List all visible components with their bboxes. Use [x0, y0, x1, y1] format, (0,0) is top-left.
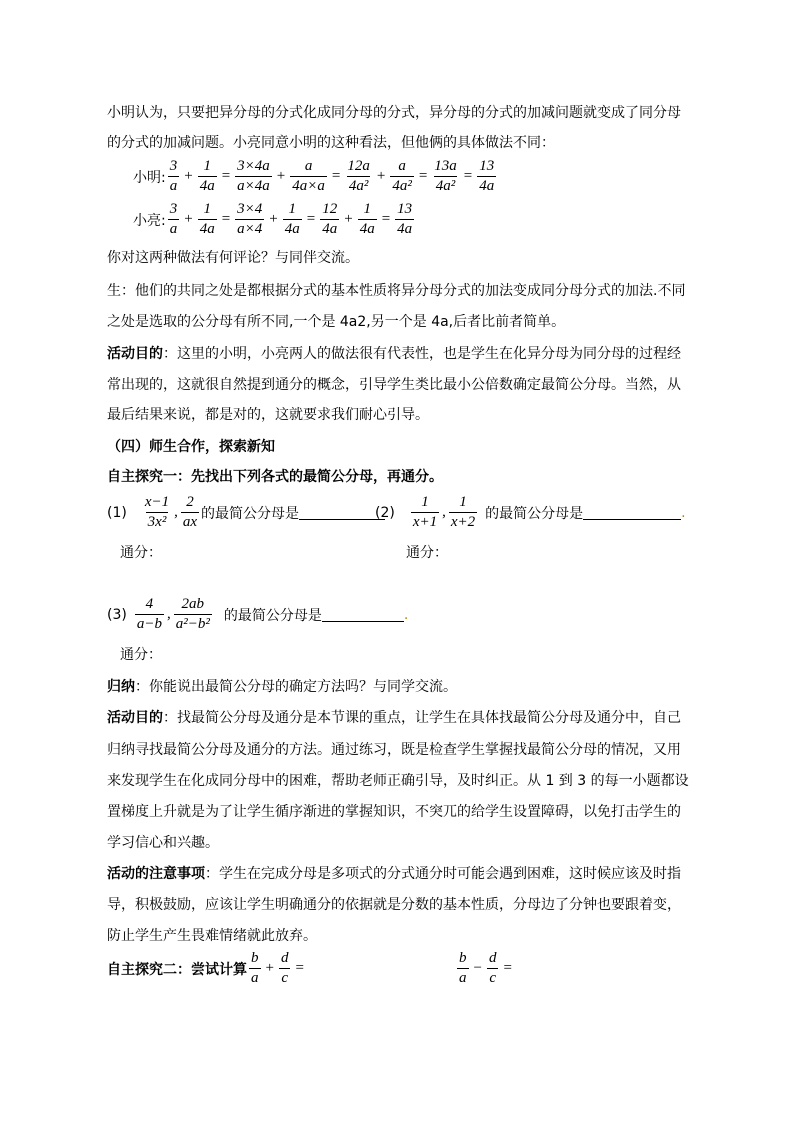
problem-3-label: (3)	[107, 606, 127, 623]
purpose1-line-3: 最后结果来说，都是对的，这就要求我们耐心引导。	[107, 407, 429, 423]
fraction: $\frac{1}{x+2}$	[450, 494, 476, 530]
period: .	[403, 606, 409, 623]
notes-line-1: 活动的注意事项：学生在完成分母是多项式的分式通分时可能会遇到困难，这时候应该及时指	[107, 866, 681, 882]
operator: =	[221, 211, 231, 227]
purpose2-line-4: 置梯度上升就是为了让学生循序渐进的掌握知识，不突兀的给学生设置障碍，以免打击学生的	[107, 804, 681, 820]
comma: ,	[442, 504, 446, 520]
operator: =	[221, 168, 231, 184]
operator: =	[418, 168, 428, 184]
operator: =	[331, 168, 341, 184]
operator: =	[503, 960, 512, 976]
problem-3-suffix: 的最简公分母是	[223, 607, 322, 624]
operator: =	[463, 168, 473, 184]
section-heading: （四）师生合作，探索新知	[107, 439, 275, 455]
explore2-row	[107, 950, 307, 987]
operator: −	[473, 960, 482, 976]
operator: =	[306, 211, 316, 227]
fraction: $\frac{x-1}{\text{3x²}}$	[144, 494, 170, 530]
comma: ,	[166, 606, 171, 622]
fraction: $\frac{1}{4a}$	[284, 201, 300, 237]
problem-2-label: (2)	[375, 504, 395, 521]
purpose1-line-2: 常出现的，这就很自然提到通分的概念，引导学生类比最小公倍数确定最简公分母。当然，从	[107, 377, 681, 393]
fraction: $\frac{a}{4a\times a}$	[292, 158, 325, 194]
fraction: $\frac{b}{a}$	[251, 950, 259, 986]
fraction: $\frac{d}{c}$	[280, 950, 289, 986]
question-line: 你对这两种做法有何评论？与同伴交流。	[107, 250, 359, 266]
explore2-expr2	[455, 950, 515, 987]
fraction: $\frac{3\times 4a}{a\times 4a}$	[237, 158, 270, 194]
problem-2	[375, 494, 686, 531]
notes-line-3: 防止学生产生畏难情绪就此放弃。	[107, 928, 317, 944]
problem-1-suffix: 的最简公分母是	[201, 505, 300, 522]
purpose1-label: 活动目的	[107, 346, 163, 362]
explore1-heading: 自主探究一：先找出下列各式的最简公分母，再通分。	[107, 469, 443, 485]
xiaoming-equation	[133, 158, 498, 195]
operator: +	[184, 168, 193, 184]
fraction: $\frac{d}{c}$	[488, 950, 497, 986]
fraction: $\frac{13a}{\text{4a²}}$	[434, 158, 457, 194]
fraction: $\frac{b}{a}$	[459, 950, 467, 986]
operator: +	[376, 168, 386, 184]
problem-1	[107, 494, 385, 531]
operator: =	[381, 211, 391, 227]
intro-line-2: 的分式的加减问题。小亮同意小明的这种看法，但他俩的具体做法不同：	[107, 135, 555, 151]
intro-line-1: 小明认为，只要把异分母的分式化成同分母的分式，异分母的分式的加减问题就变成了同分母	[107, 105, 681, 121]
answer-blank[interactable]	[583, 505, 681, 520]
fraction: $\frac{13}{4a}$	[397, 201, 413, 237]
explore2-label: 自主探究二：尝试计算	[107, 961, 247, 978]
fraction: $\frac{1}{x+1}$	[412, 494, 438, 530]
purpose2-line-2: 归纳寻找最简公分母及通分的方法。通过练习，既是检查学生掌握找最简公分母的情况，又用	[107, 742, 681, 758]
purpose1-line-1: 活动目的：这里的小明，小亮两人的做法很有代表性，也是学生在化异分母为同分母的过程经	[107, 346, 681, 362]
answer-blank[interactable]	[322, 607, 404, 622]
xiaoming-label: 小明:	[133, 169, 166, 186]
period: .	[681, 504, 686, 521]
purpose2-line-3: 来发现学生在化成同分母中的困难，帮助老师正确引导，及时纠正。从 1 到 3 的每一小题都设	[107, 773, 689, 789]
xiaoliang-equation	[133, 201, 416, 238]
notes-label: 活动的注意事项	[107, 866, 205, 882]
fraction: $\frac{3\times 4}{a\times 4}$	[237, 201, 263, 237]
tongfen-2: 通分：	[406, 545, 448, 561]
fraction: $\frac{13}{4a}$	[479, 158, 495, 194]
fraction: $\frac{1}{4a}$	[199, 158, 215, 194]
fraction: $\frac{3}{a}$	[169, 201, 178, 237]
purpose2-line-5: 学习信心和兴趣。	[107, 835, 219, 851]
fraction: $\frac{12a}{\text{4a²}}$	[347, 158, 370, 194]
notes-line-2: 导，积极鼓励，应该让学生明确通分的依据就是分数的基本性质，分母边了分钟也要跟着变，	[107, 897, 681, 913]
fraction: $\frac{1}{4a}$	[199, 201, 215, 237]
fraction: $\frac{2ab}{\text{a²−b²}}$	[175, 596, 210, 632]
operator: =	[295, 960, 304, 976]
operator: +	[269, 211, 278, 227]
operator: +	[276, 168, 286, 184]
tongfen-3: 通分：	[120, 647, 162, 663]
fraction: $\frac{12}{4a}$	[322, 201, 338, 237]
tongfen-1: 通分：	[120, 545, 162, 561]
operator: +	[344, 211, 353, 227]
summary-line: 归纳：你能说出最简公分母的确定方法吗？与同学交流。	[107, 679, 457, 695]
operator: +	[265, 960, 274, 976]
summary-label: 归纳	[107, 679, 135, 695]
comma: ,	[174, 504, 178, 520]
student-line-2: 之处是选取的公分母有所不同,一个是 4a2,另一个是 4a,后者比前者简单。	[107, 314, 566, 330]
student-line-1: 生：他们的共同之处是都根据分式的基本性质将异分母分式的加法变成同分母分式的加法.不同	[107, 283, 686, 299]
purpose2-line-1: 活动目的：找最简公分母及通分是本节课的重点，让学生在具体找最简公分母及通分中，自己	[107, 710, 681, 726]
operator: +	[184, 211, 193, 227]
answer-blank[interactable]	[299, 505, 385, 520]
problem-3	[107, 596, 408, 633]
problem-1-label: (1)	[107, 504, 127, 521]
problem-2-suffix: 的最简公分母是	[485, 505, 584, 522]
fraction: $\frac{3}{a}$	[169, 158, 178, 194]
fraction: $\frac{1}{4a}$	[359, 201, 375, 237]
xiaoliang-label: 小亮:	[133, 212, 166, 229]
fraction: $\frac{a}{\text{4a²}}$	[392, 158, 412, 194]
fraction: $\frac{4}{a-b}$	[136, 596, 162, 632]
purpose2-label: 活动目的	[107, 710, 163, 726]
fraction: $\frac{2}{ax}$	[182, 494, 198, 530]
